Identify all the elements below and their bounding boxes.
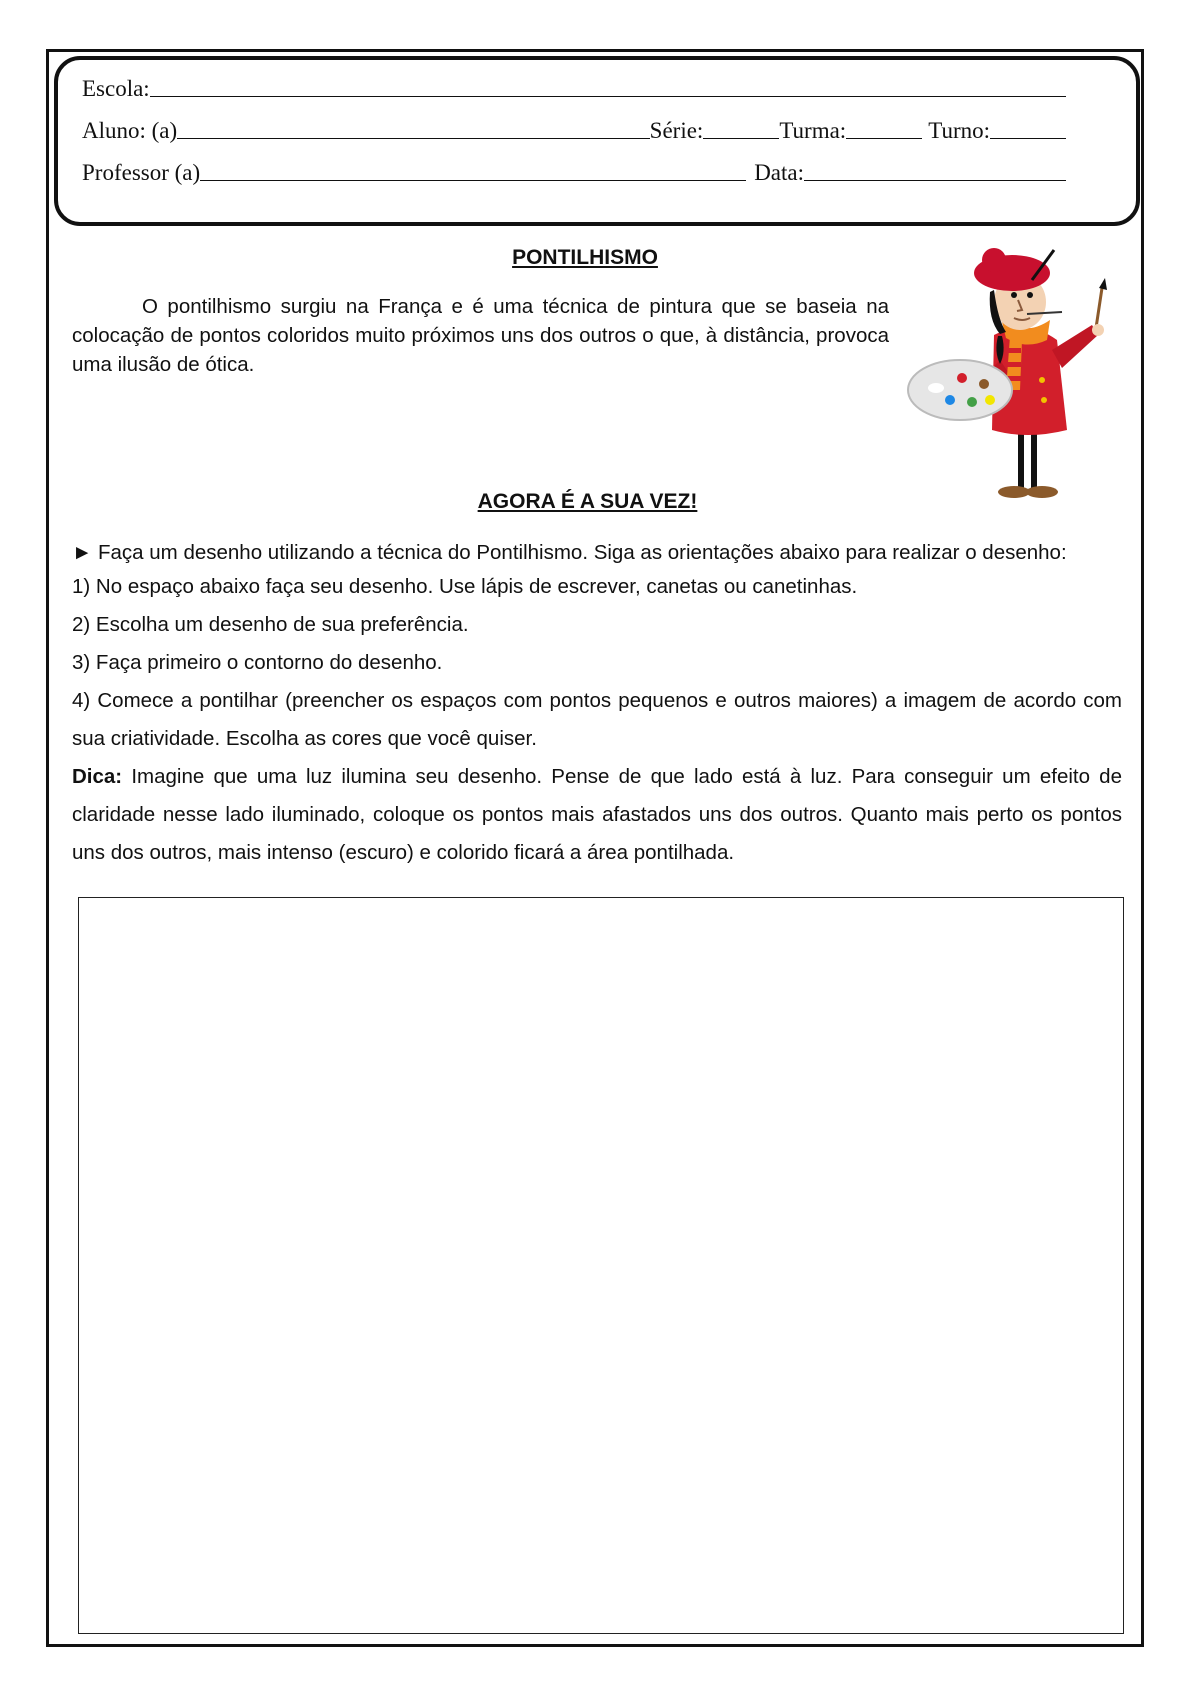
grade-label: Série:	[649, 118, 704, 143]
step-2: 2) Escolha um desenho de sua preferência.	[72, 613, 469, 636]
grade-field[interactable]	[703, 137, 779, 139]
teacher-field[interactable]	[200, 179, 746, 181]
class-label: Turma:	[779, 118, 847, 143]
teacher-row	[82, 160, 1066, 186]
step-1: 1) No espaço abaixo faça seu desenho. Use lápis de escrever, canetas ou canetinhas.	[72, 575, 858, 598]
bullet-icon: ►	[72, 541, 93, 564]
step-4: 4) Comece a pontilhar (preencher os espaços com pontos pequenos e outros maiores) a imagem de acordo com sua criatividade. Escolha as cores que você quiser.	[72, 689, 1122, 750]
date-field[interactable]	[804, 179, 1066, 181]
tip-text: Imagine que uma luz ilumina seu desenho. Pense de que lado está à luz. Para conseguir um efeito de claridade nesse lado iluminado, coloque os pontos mais afastados uns dos outros. Quanto mais perto os pontos uns dos outros, mais intenso (escuro) e colorido ficará a área pontilhada.	[72, 765, 1122, 864]
page-title: PONTILHISMO	[512, 246, 658, 269]
drawing-area[interactable]	[78, 897, 1124, 1634]
school-row	[82, 76, 1066, 102]
tip-label: Dica:	[72, 765, 123, 788]
student-label: Aluno: (a)	[82, 118, 178, 143]
school-label: Escola:	[82, 76, 150, 101]
tip-paragraph	[72, 758, 1122, 872]
class-field[interactable]	[846, 137, 922, 139]
student-field[interactable]	[177, 137, 649, 139]
intro-paragraph: O pontilhismo surgiu na França e é uma técnica de pintura que se baseia na colocação de pontos coloridos muito próximos uns dos outros o que, à distância, provoca uma ilusão de ótica.	[72, 295, 889, 376]
step-3: 3) Faça primeiro o contorno do desenho.	[72, 651, 443, 674]
painter-illustration	[902, 240, 1122, 508]
shift-field[interactable]	[990, 137, 1066, 139]
instructions-intro-text: Faça um desenho utilizando a técnica do Pontilhismo. Siga as orientações abaixo para realizar o desenho:	[98, 541, 1067, 564]
instructions-intro	[72, 538, 1122, 567]
shift-label: Turno:	[928, 118, 990, 143]
date-label: Data:	[754, 160, 804, 185]
student-row	[82, 118, 1066, 144]
student-info-header	[54, 56, 1140, 226]
section-subtitle: AGORA É A SUA VEZ!	[477, 490, 698, 513]
school-field[interactable]	[150, 95, 1066, 97]
instructions-block	[72, 538, 1122, 872]
teacher-label: Professor (a)	[82, 160, 201, 185]
